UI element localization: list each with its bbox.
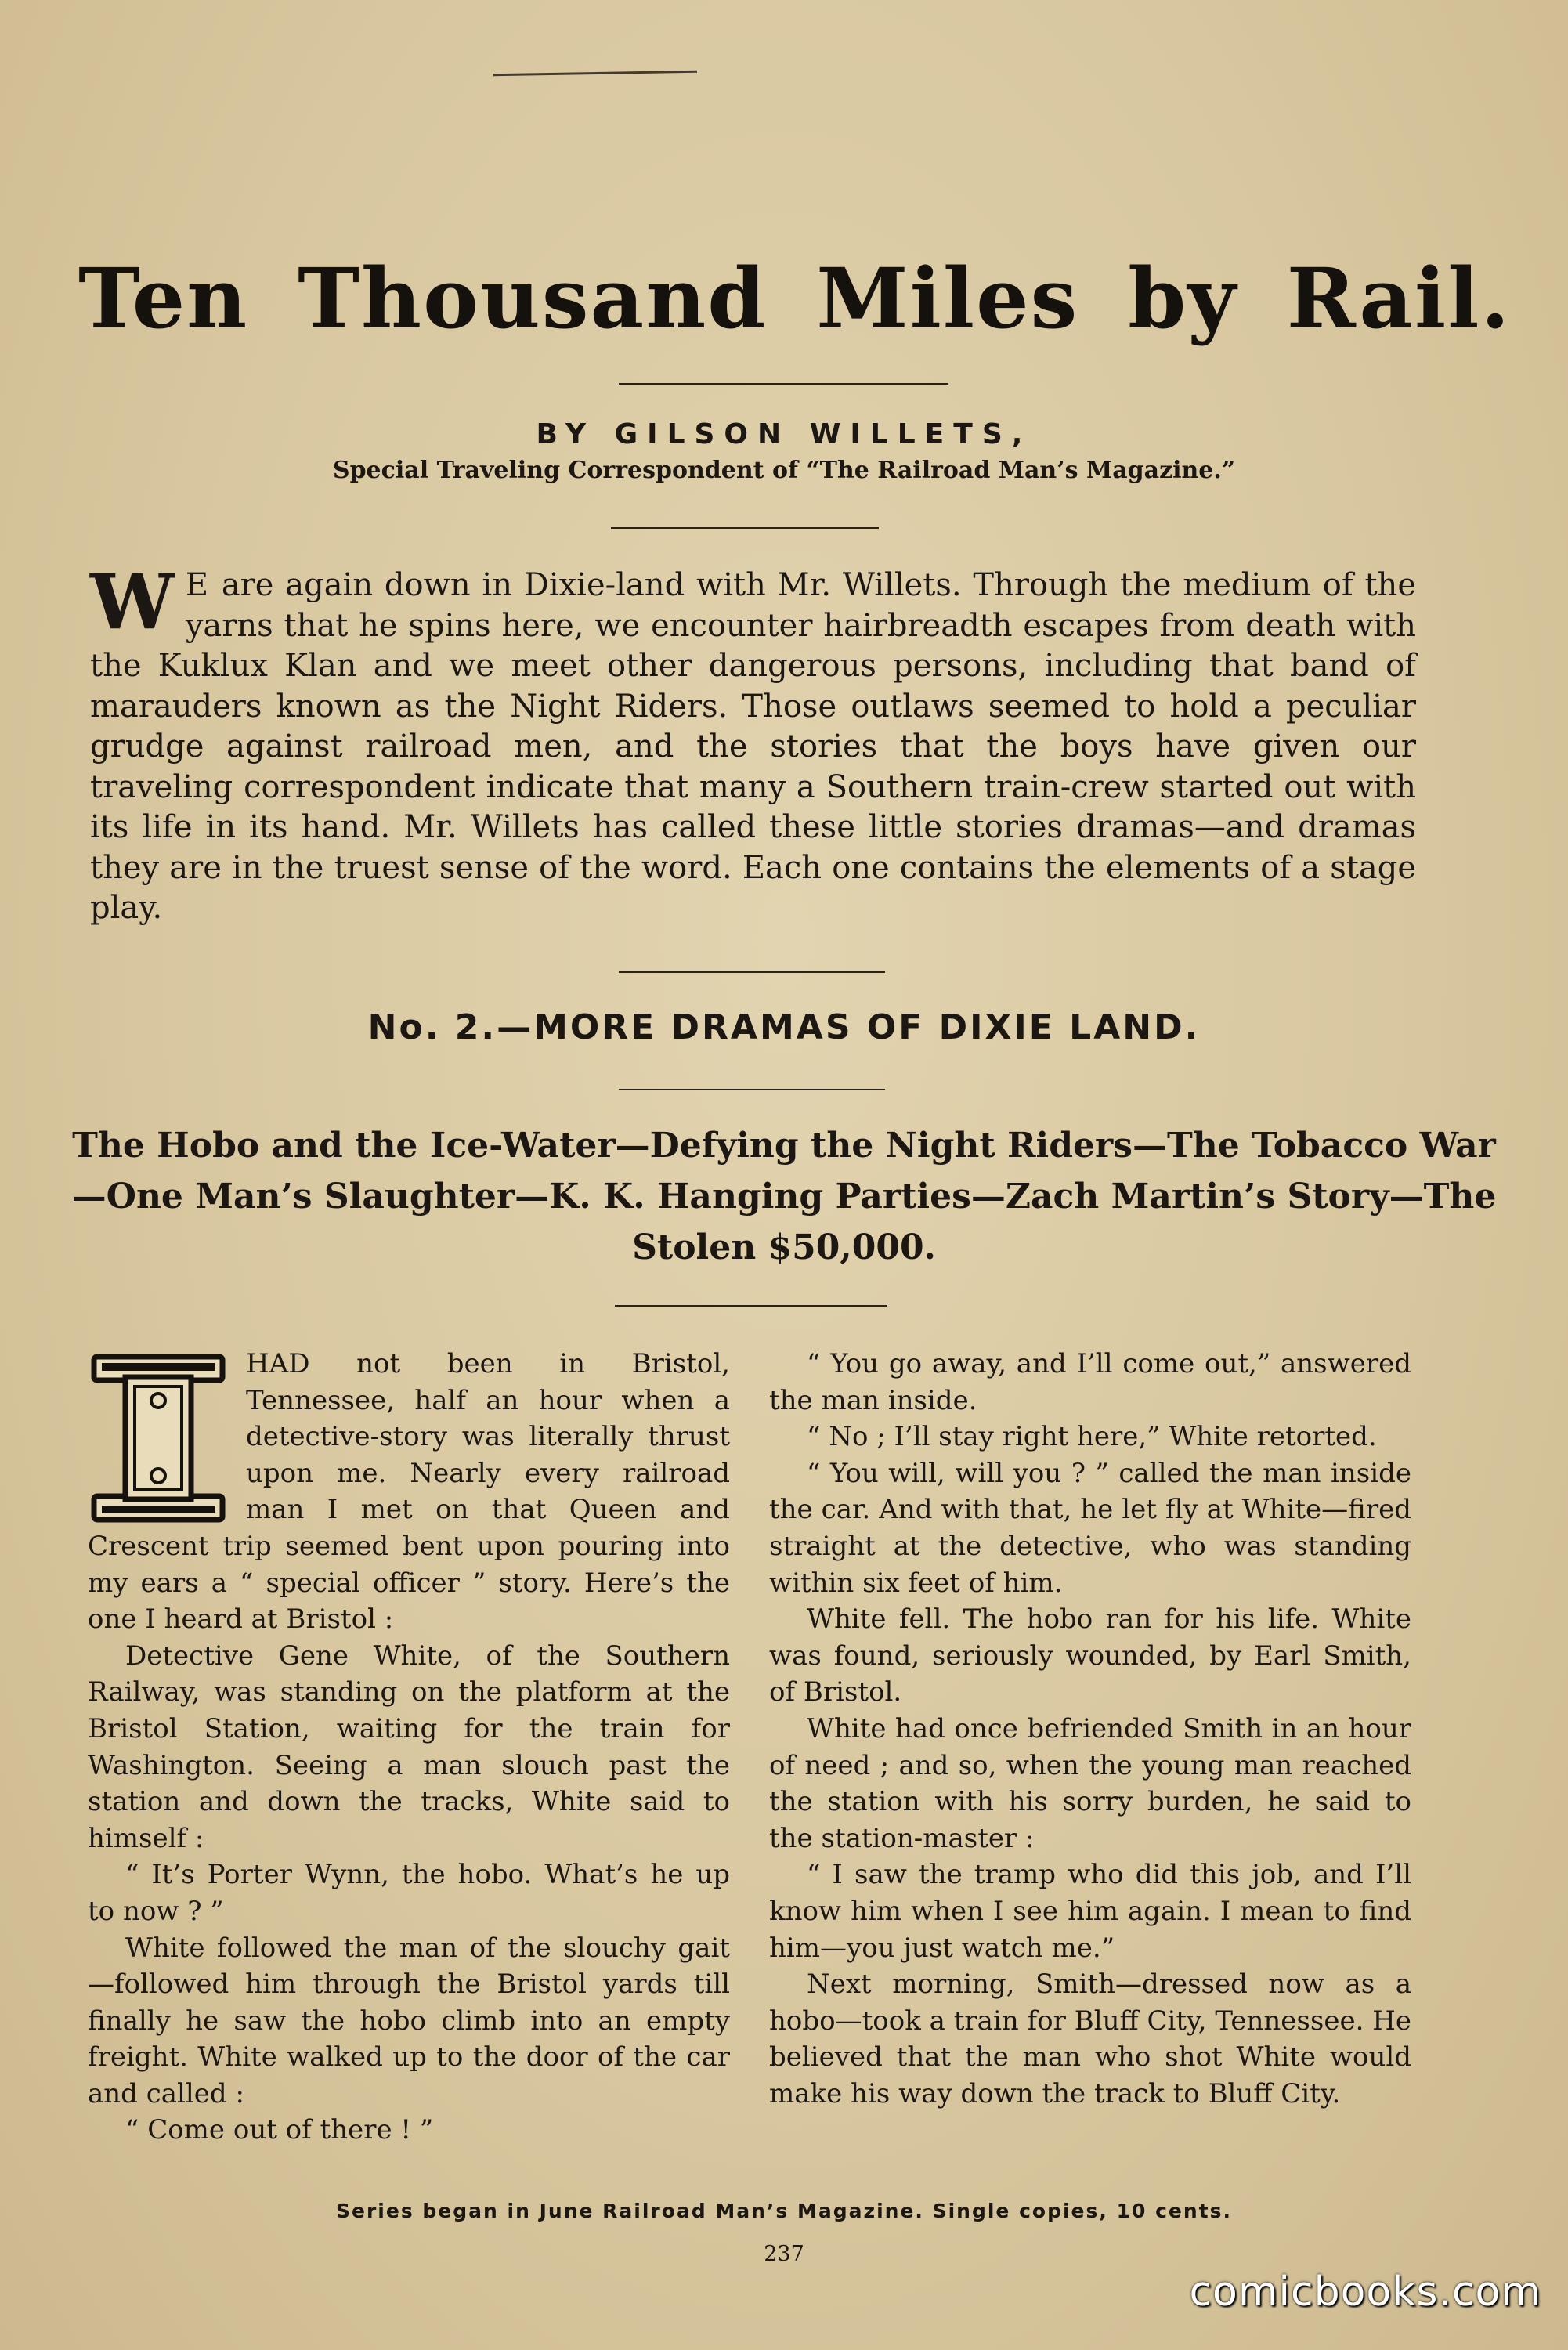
series-footer-note: Series began in June Railroad Man’s Magazine. Single copies, 10 cents. <box>336 2200 1232 2222</box>
body-paragraph: “ No ; I’ll stay right here,” White retorted. <box>807 1421 1377 1453</box>
contents-summary: The Hobo and the Ice-Water—Defying the Night Riders—The Tobacco War—One Man’s Slaughter—K. K. Hanging Parties—Zach Martin’s Story—The Stolen $50,000. <box>71 1126 1497 1267</box>
body-paragraph: White had once befriended Smith in an hour of need ; and so, when the young man reached the station with his sorry burden, he said to the station-master : <box>769 1712 1411 1854</box>
ornamental-i-icon <box>88 1352 229 1524</box>
intro-text: are again down in Dixie-land with Mr. Willets. Through the medium of the yarns that he spins here, we encounter hairbreadth escapes from death with the Kuklux Klan and we meet other dangerous persons, including that band of marauders known as the Night Riders. Those outlaws seemed to hold a peculiar grudge against railroad men, and the stories that the boys have given our traveling correspondent indicate that many a Southern train-crew started out with its life in its hand. Mr. Willets has called these little stories dramas—and dramas they are in the truest sense of the word. Each one contains the elements of a stage play. <box>90 567 1416 926</box>
author-credit: Special Traveling Correspondent of “The Railroad Man’s Magazine.” <box>332 457 1236 484</box>
body-paragraph: “ Come out of there ! ” <box>125 2114 434 2146</box>
intro-paragraph <box>90 558 1416 929</box>
body-paragraph: White fell. The hobo ran for his life. White was found, seriously wounded, by Earl Smith, of Bristol. <box>769 1603 1411 1708</box>
body-paragraph: Next morning, Smith—dressed now as a hobo—took a train for Bluff City, Tennessee. He believed that the man who shot White would make his way down the track to Bluff City. <box>769 1969 1411 2110</box>
body-paragraph: Detective Gene White, of the Southern Railway, was standing on the platform at the Bristol Station, waiting for the train for Washington. Seeing a man slouch past the station and down the tracks, White said to himself : <box>88 1640 730 1854</box>
divider-rule <box>611 527 879 529</box>
drop-cap <box>88 1352 229 1524</box>
body-paragraph: “ It’s Porter Wynn, the hobo. What’s he up to now ? ” <box>88 1859 730 1927</box>
body-paragraph: “ You go away, and I’ll come out,” answered the man inside. <box>769 1348 1411 1416</box>
intro-first-letters: E <box>185 567 211 603</box>
decorative-scratch <box>493 70 697 77</box>
byline: BY GILSON WILLETS, <box>536 418 1032 450</box>
divider-rule <box>619 383 948 385</box>
article-title: Ten Thousand Miles by Rail. <box>78 249 1512 347</box>
body-paragraph: HAD not been in Bristol, Tennessee, half an hour when a detective-story was literally thrust upon me. Nearly every railroad man I met on that Queen and Crescent trip seemed bent upon pouring into my ears a “ special officer ” story. Here’s the one I heard at Bristol : <box>88 1348 730 1636</box>
divider-rule <box>615 1305 887 1307</box>
body-paragraph: “ You will, will you ? ” called the man inside the car. And with that, he let fly at White—fired straight at the detective, who was standing within six feet of him. <box>769 1457 1411 1599</box>
page-number: 237 <box>764 2242 804 2266</box>
body-column-right <box>769 1346 1411 2112</box>
divider-rule <box>619 1089 885 1090</box>
body-paragraph: White followed the man of the slouchy gait—followed him through the Bristol yards till finally he saw the hobo climb into an empty freight. White walked up to the door of the car and called : <box>88 1932 730 2110</box>
section-heading: No. 2.—MORE DRAMAS OF DIXIE LAND. <box>367 1007 1201 1047</box>
body-column-left <box>88 1346 730 2149</box>
watermark-logo: comicbooks.com <box>1189 2269 1541 2316</box>
body-paragraph: “ I saw the tramp who did this job, and I’ll know him when I see him again. I mean to find him—you just watch me.” <box>769 1859 1411 1964</box>
intro-drop-letter: W <box>90 558 175 646</box>
divider-rule <box>619 971 885 973</box>
